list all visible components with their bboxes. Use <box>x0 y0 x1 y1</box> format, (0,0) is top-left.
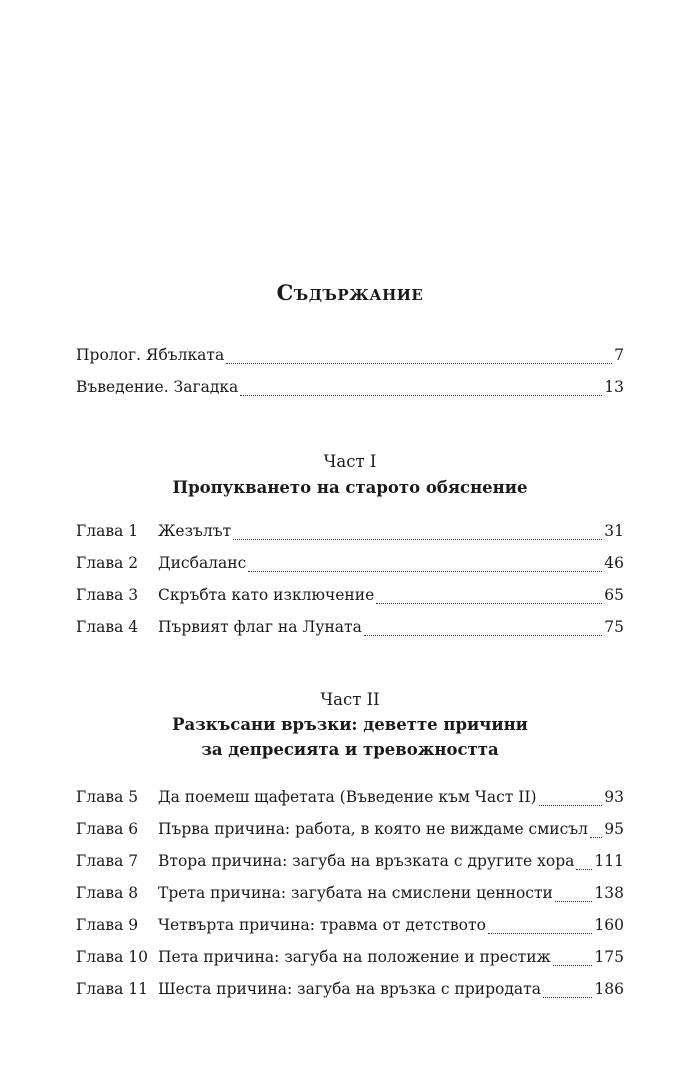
dot-leader <box>590 837 602 838</box>
dot-leader <box>364 635 602 636</box>
entry-page: 186 <box>594 980 624 998</box>
entry-page: 93 <box>604 788 624 806</box>
toc-entry-chapter-10 <box>76 948 624 972</box>
toc-entry-chapter-9 <box>76 916 624 940</box>
toc-entry-chapter-8 <box>76 884 624 908</box>
part2-title-line2: за депресията и тревожността <box>201 740 499 759</box>
toc-title: Съдържание <box>276 280 424 305</box>
toc-entry-chapter-6 <box>76 820 624 844</box>
entry-page: 7 <box>614 346 624 364</box>
dot-leader <box>233 539 602 540</box>
entry-page: 31 <box>604 522 624 540</box>
chapter-number: Глава 10 <box>76 948 148 966</box>
dot-leader <box>555 901 593 902</box>
toc-entry-chapter-4 <box>76 618 624 642</box>
toc-entry-chapter-5 <box>76 788 624 812</box>
entry-label: Пролог. Ябълката <box>76 346 225 364</box>
toc-entry-chapter-2 <box>76 554 624 578</box>
entry-label: Дисбаланс <box>158 554 247 572</box>
part1-label: Част I <box>323 452 377 471</box>
part2-label: Част II <box>320 690 380 709</box>
dot-leader <box>226 363 612 364</box>
part1-title: Пропукването на старото обяснение <box>172 478 528 497</box>
toc-entry-chapter-1 <box>76 522 624 546</box>
entry-page: 46 <box>604 554 624 572</box>
chapter-number: Глава 6 <box>76 820 139 838</box>
entry-label: Въведение. Загадка <box>76 378 239 396</box>
dot-leader <box>576 869 592 870</box>
toc-entry-chapter-7 <box>76 852 624 876</box>
entry-label: Шеста причина: загуба на връзка с природата <box>158 980 541 998</box>
entry-label: Четвърта причина: травма от детството <box>158 916 486 934</box>
chapter-number: Глава 11 <box>76 980 148 998</box>
chapter-number: Глава 1 <box>76 522 139 540</box>
entry-label: Жезълът <box>158 522 232 540</box>
toc-entry-chapter-3 <box>76 586 624 610</box>
entry-page: 13 <box>604 378 624 396</box>
entry-page: 138 <box>594 884 624 902</box>
chapter-number: Глава 9 <box>76 916 139 934</box>
dot-leader <box>376 603 602 604</box>
entry-page: 175 <box>594 948 624 966</box>
chapter-number: Глава 2 <box>76 554 139 572</box>
entry-page: 111 <box>594 852 624 870</box>
entry-page: 65 <box>604 586 624 604</box>
entry-page: 160 <box>594 916 624 934</box>
chapter-number: Глава 8 <box>76 884 139 902</box>
toc-entry-introduction <box>76 378 624 402</box>
dot-leader <box>248 571 602 572</box>
entry-page: 75 <box>604 618 624 636</box>
toc-entry-chapter-11 <box>76 980 624 1004</box>
chapter-number: Глава 7 <box>76 852 139 870</box>
chapter-number: Глава 3 <box>76 586 139 604</box>
dot-leader <box>539 805 603 806</box>
entry-page: 95 <box>604 820 624 838</box>
dot-leader <box>543 997 592 998</box>
entry-label: Първа причина: работа, в която не виждаме смисъл <box>158 820 589 838</box>
dot-leader <box>240 395 602 396</box>
toc-entry-prologue <box>76 346 624 370</box>
entry-label: Трета причина: загубата на смислени ценности <box>158 884 553 902</box>
entry-label: Втора причина: загуба на връзката с другите хора <box>158 852 575 870</box>
chapter-number: Глава 4 <box>76 618 139 636</box>
entry-label: Скръбта като изключение <box>158 586 375 604</box>
entry-label: Първият флаг на Луната <box>158 618 362 636</box>
part2-title-line1: Разкъсани връзки: деветте причини <box>172 715 528 734</box>
dot-leader <box>488 933 593 934</box>
entry-label: Пета причина: загуба на положение и престиж <box>158 948 551 966</box>
dot-leader <box>553 965 593 966</box>
entry-label: Да поемеш щафетата (Въведение към Част II) <box>158 788 537 806</box>
chapter-number: Глава 5 <box>76 788 139 806</box>
